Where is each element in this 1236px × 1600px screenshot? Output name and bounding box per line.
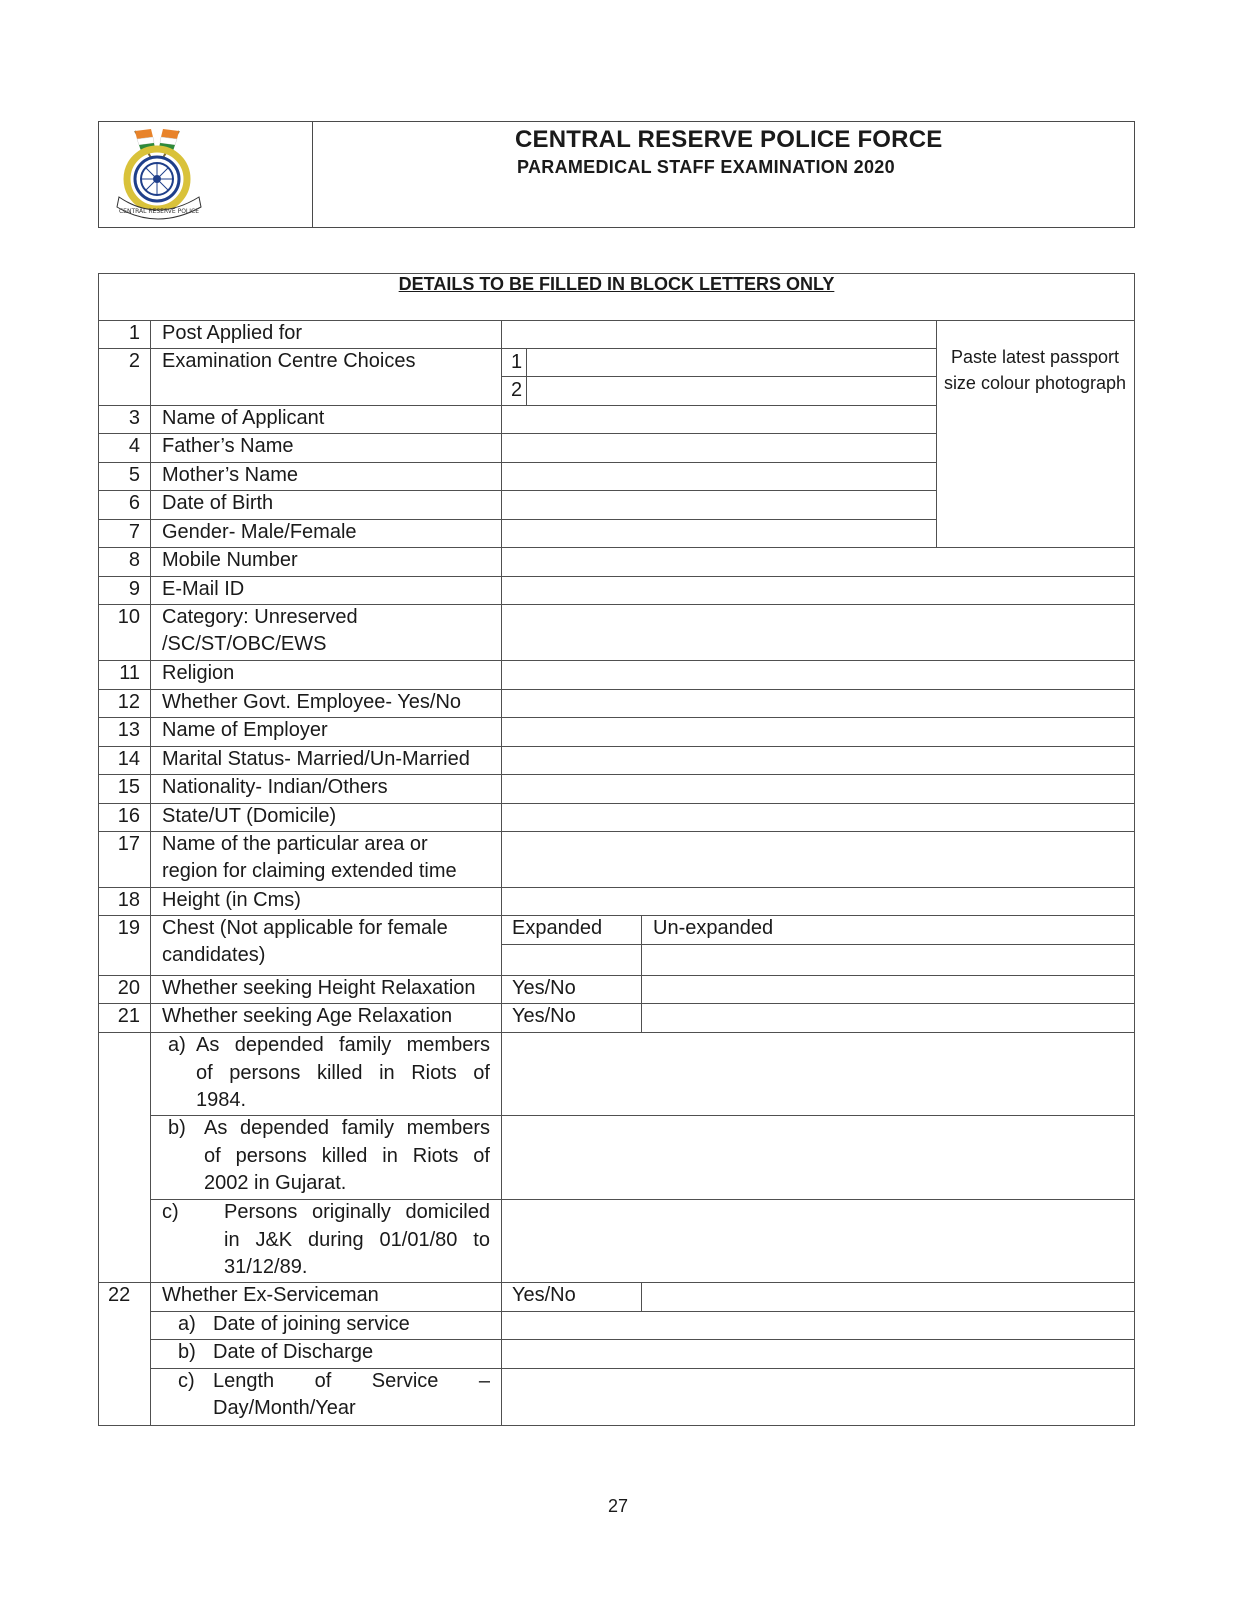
table-rule (98, 547, 1134, 548)
row-number: 19 (117, 917, 140, 939)
row-number: 9 (128, 578, 140, 600)
table-rule (150, 1368, 1134, 1369)
row-number: 16 (117, 805, 140, 827)
sub-label: Date of Discharge (213, 1341, 374, 1363)
table-rule (150, 1199, 1134, 1200)
sub-tag: a) (178, 1313, 196, 1335)
row-number: 1 (128, 322, 140, 344)
sub-label-cont: 2002 in Gujarat. (204, 1172, 347, 1194)
table-rule (98, 915, 1134, 916)
row-number: 8 (128, 549, 140, 571)
row-number: 5 (128, 464, 140, 486)
table-rule (150, 320, 151, 1425)
table-rule (98, 660, 1134, 661)
table-rule (98, 576, 1134, 577)
sub-label-cont: Day/Month/Year (213, 1397, 356, 1419)
table-rule (98, 433, 936, 434)
row-number: 3 (128, 407, 140, 429)
table-rule (98, 519, 936, 520)
row-label: Mother’s Name (162, 464, 298, 486)
chest-expanded-header: Expanded (512, 917, 603, 939)
emblem-ribbon-text: CENTRAL RESERVE POLICE (118, 208, 200, 215)
sub-label: As depended family members (204, 1117, 490, 1139)
form-header (98, 121, 1135, 228)
sub-label-cont: 31/12/89. (224, 1256, 308, 1278)
row-number: 13 (117, 719, 140, 741)
table-rule (501, 944, 1134, 945)
row-number: 20 (117, 977, 140, 999)
row-label: State/UT (Domicile) (162, 805, 337, 827)
centre-choice-2-label: 2 (511, 379, 523, 401)
row-number: 14 (117, 748, 140, 770)
table-rule (98, 774, 1134, 775)
table-rule (501, 320, 502, 1425)
row-number: 17 (117, 833, 140, 855)
ex-serviceman-option: Yes/No (512, 1284, 576, 1306)
sub-tag: b) (168, 1117, 186, 1139)
table-rule (98, 746, 1134, 747)
height-relaxation-option: Yes/No (512, 977, 576, 999)
table-rule (150, 1339, 1134, 1340)
table-rule (98, 1003, 1134, 1004)
row-label: Whether seeking Age Relaxation (162, 1005, 453, 1027)
table-rule (98, 348, 936, 349)
sub-label-cont: of persons killed in Riots of (204, 1145, 490, 1167)
row-number: 15 (117, 776, 140, 798)
row-label: Mobile Number (162, 549, 298, 571)
table-rule (150, 1311, 1134, 1312)
sub-label: As depended family members (196, 1034, 490, 1056)
sub-label: Length of Service – (213, 1370, 490, 1392)
table-rule (936, 320, 937, 547)
application-form (98, 273, 1135, 1426)
age-relaxation-option: Yes/No (512, 1005, 576, 1027)
table-rule (98, 717, 1134, 718)
table-rule (98, 405, 936, 406)
table-rule (98, 803, 1134, 804)
row-label: Nationality- Indian/Others (162, 776, 388, 798)
table-rule (526, 348, 527, 405)
table-rule (98, 320, 1134, 321)
row-number: 7 (128, 521, 140, 543)
table-rule (641, 915, 642, 1032)
sub-tag: c) (178, 1370, 195, 1392)
table-rule (150, 1115, 1134, 1116)
table-rule (98, 689, 1134, 690)
row-label: Category: Unreserved (162, 606, 358, 628)
row-label: Whether Ex-Serviceman (162, 1284, 379, 1306)
row-label: E-Mail ID (162, 578, 245, 600)
row-label: Post Applied for (162, 322, 303, 344)
table-rule (98, 273, 99, 1426)
sub-tag: c) (162, 1201, 179, 1223)
sub-label-cont: 1984. (196, 1089, 247, 1111)
photo-box[interactable]: Paste latest passport size colour photograph (943, 347, 1127, 393)
org-title: CENTRAL RESERVE POLICE FORCE (515, 126, 943, 153)
crpf-emblem (99, 122, 313, 227)
row-label: Whether Govt. Employee- Yes/No (162, 691, 462, 713)
table-rule (1134, 273, 1135, 1426)
row-label: Name of Applicant (162, 407, 325, 429)
row-label: Father’s Name (162, 435, 294, 457)
table-rule (98, 604, 1134, 605)
row-label: Name of the particular area or (162, 833, 428, 855)
row-number: 2 (128, 350, 140, 372)
sub-tag: b) (178, 1341, 196, 1363)
chest-unexpanded-header: Un-expanded (653, 917, 774, 939)
row-label: Marital Status- Married/Un-Married (162, 748, 470, 770)
sub-label: Persons originally domiciled (224, 1201, 490, 1223)
row-label-cont: /SC/ST/OBC/EWS (162, 633, 327, 655)
page-number: 27 (607, 1496, 629, 1516)
table-rule (98, 1032, 1134, 1033)
row-label: Examination Centre Choices (162, 350, 416, 372)
sub-label-cont: of persons killed in Riots of (196, 1062, 490, 1084)
row-number: 11 (119, 662, 140, 684)
row-number: 21 (117, 1005, 140, 1027)
row-number: 22 (108, 1284, 131, 1306)
table-rule (501, 376, 936, 377)
exam-title: PARAMEDICAL STAFF EXAMINATION 2020 (517, 157, 895, 177)
row-number: 4 (128, 435, 140, 457)
table-rule (98, 462, 936, 463)
centre-choice-1-label: 1 (511, 351, 523, 373)
table-rule (98, 1425, 1135, 1426)
row-label: Height (in Cms) (162, 889, 301, 911)
row-label: Whether seeking Height Relaxation (162, 977, 476, 999)
sub-tag: a) (168, 1034, 186, 1056)
row-label: Date of Birth (162, 492, 274, 514)
form-instruction: DETAILS TO BE FILLED IN BLOCK LETTERS ONLY (398, 274, 835, 294)
table-rule (98, 273, 1135, 274)
row-number: 18 (117, 889, 140, 911)
crpf-emblem-icon (113, 127, 205, 222)
table-rule (641, 1282, 642, 1311)
row-label: Gender- Male/Female (162, 521, 357, 543)
table-rule (98, 831, 1134, 832)
table-rule (98, 887, 1134, 888)
sub-label: Date of joining service (213, 1313, 410, 1335)
row-label: Religion (162, 662, 235, 684)
row-label: Name of Employer (162, 719, 328, 741)
row-label-cont: region for claiming extended time (162, 860, 457, 882)
row-number: 6 (128, 492, 140, 514)
table-rule (98, 975, 1134, 976)
row-number: 10 (117, 606, 140, 628)
row-label: Chest (Not applicable for female (162, 917, 448, 939)
row-number: 12 (117, 691, 140, 713)
table-rule (98, 1282, 1134, 1283)
row-label-cont: candidates) (162, 944, 266, 966)
table-rule (98, 490, 936, 491)
sub-label-cont: in J&K during 01/01/80 to (224, 1229, 490, 1251)
